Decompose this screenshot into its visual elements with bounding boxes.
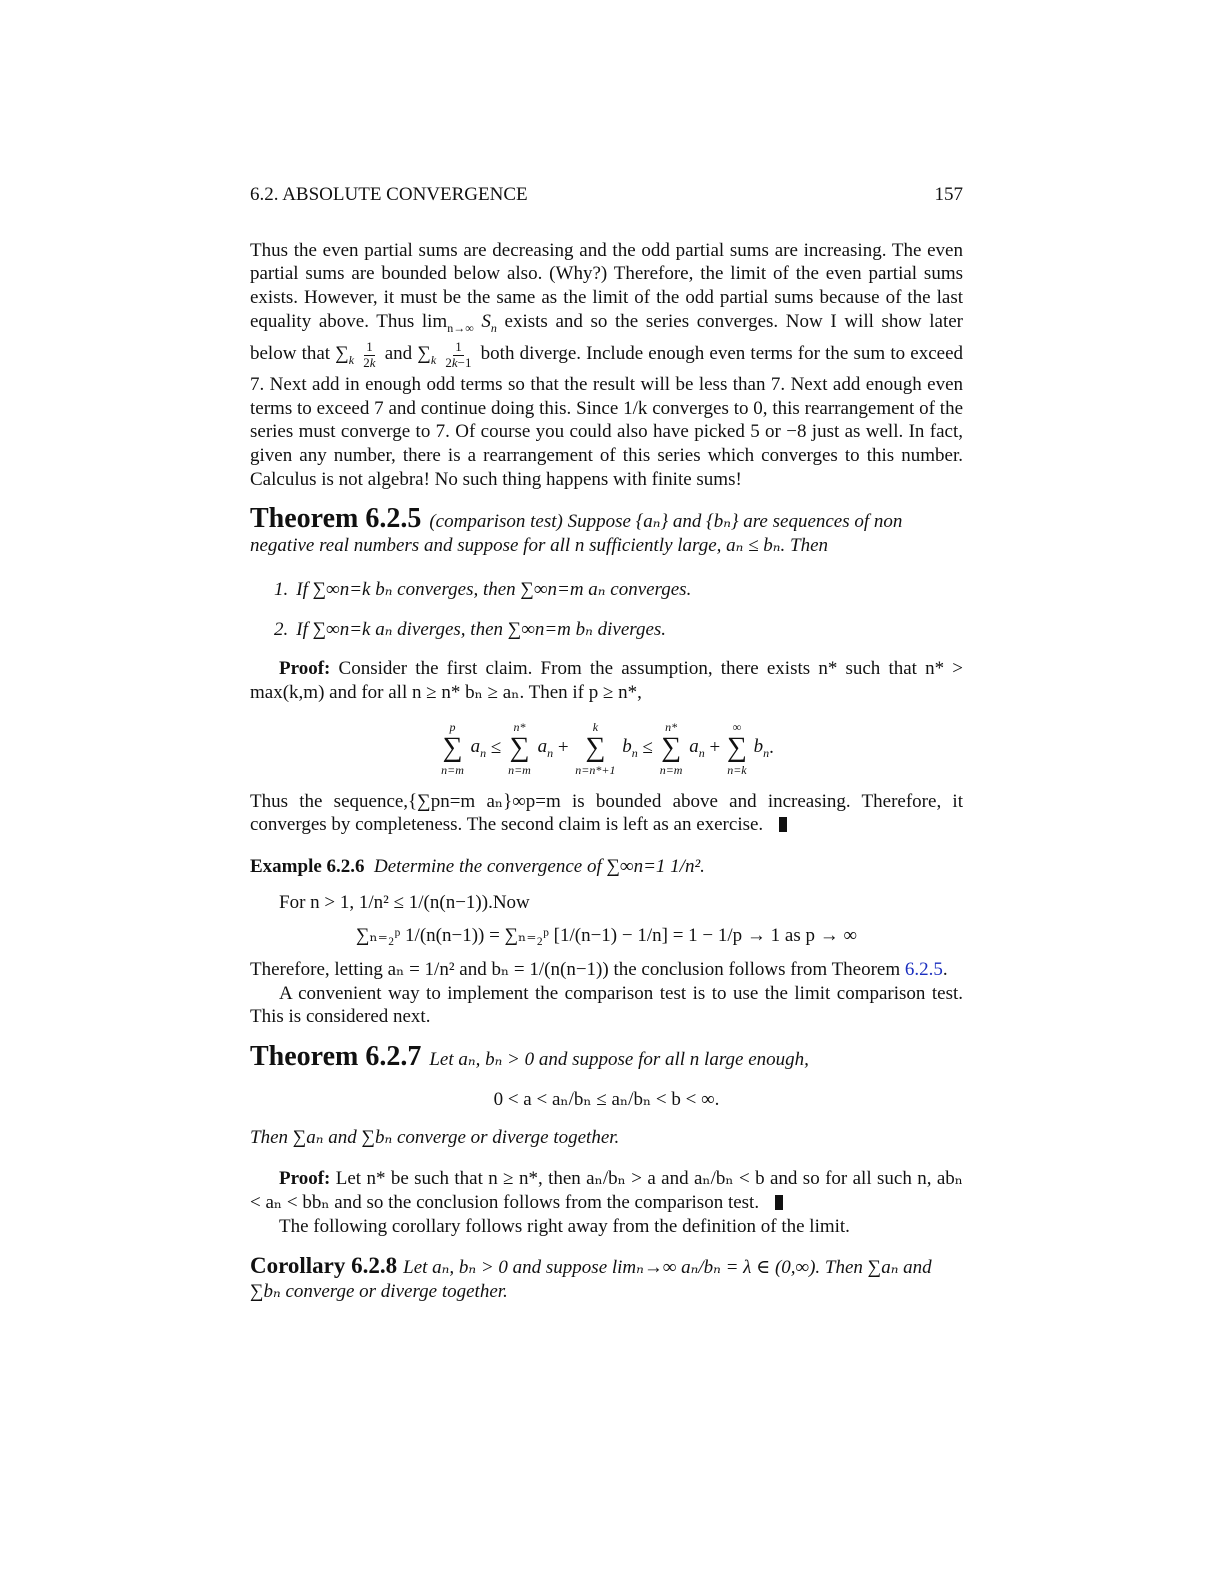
example-line: For n > 1, 1/n² ≤ 1/(n(n−1)).Now [279, 891, 530, 913]
page-number: 157 [934, 184, 963, 205]
corollary-6-2-8 [250, 1254, 963, 1303]
example-conclusion: Therefore, letting aₙ = 1/n² and bₙ = 1/(n(n−1)) the conclusion follows from Theorem 6.2.5. [250, 959, 948, 981]
theorem-conclusion: Then ∑aₙ and ∑bₙ converge or diverge together. [250, 1126, 620, 1148]
corollary-statement: Let aₙ, bₙ > 0 and suppose limₙ→∞ aₙ/bₙ = λ ∈ (0,∞). Then ∑aₙ and ∑bₙ converge or diverge together. [250, 1257, 932, 1303]
theorem-statement: Let aₙ, bₙ > 0 and suppose for all n large enough, [429, 1049, 809, 1071]
theorem-title: Theorem 6.2.5 [250, 503, 422, 535]
example-6-2-6: Example 6.2.6 Determine the convergence of ∑∞n=1 1/n². [250, 855, 705, 877]
corollary-title: Corollary 6.2.8 [250, 1253, 398, 1279]
qed-mark [779, 817, 787, 832]
proof-comparison: Proof: Consider the first claim. From the assumption, there exists n* such that n* > max(k,m) and for all n ≥ n* bₙ ≥ aₙ. Then if p ≥ n*, [250, 658, 964, 703]
theorem-display: 0 < a < aₙ/bₙ ≤ aₙ/bₙ < b < ∞. [493, 1088, 720, 1110]
theorem-claims [274, 578, 963, 641]
transition-paragraph: A convenient way to implement the comparison test is to use the limit comparison test. This is considered next. [250, 982, 963, 1028]
theorem-6-2-7 [250, 1041, 963, 1073]
running-header [250, 183, 963, 207]
section-title: 6.2. ABSOLUTE CONVERGENCE [250, 184, 528, 205]
proof-limit-comparison: Proof: Let n* be such that n ≥ n*, then aₙ/bₙ > a and aₙ/bₙ < b and so for all such n, abₙ < aₙ < bbₙ and so the conclusion follows from the comparison test. [250, 1168, 963, 1213]
example-display: ∑ₙ₌₂ᵖ 1/(n(n−1)) = ∑ₙ₌₂ᵖ [1/(n−1) − 1/n] = 1 − 1/p → 1 as p → ∞ [355, 925, 858, 947]
proof-conclusion: Thus the sequence,{∑pn=m aₙ}∞p=m is bounded above and increasing. Therefore, it converges by completeness. The second claim is left as an exercise. [250, 790, 963, 836]
theorem-link[interactable]: 6.2.5 [904, 959, 943, 981]
claim-2: 2. If ∑∞n=k aₙ diverges, then ∑∞n=m bₙ diverges. [274, 618, 667, 640]
theorem-title: Theorem 6.2.7 [250, 1041, 422, 1073]
corollary-intro: The following corollary follows right away from the definition of the limit. [279, 1215, 850, 1237]
proof-inequality-display: p ∑ n=m $a_n$ ≤ n* ∑ n=m $a_n$ + k ∑ n=n*+1 $b_n$ ≤ n* ∑ n=m $a_n$ + ∞ ∑ n=k $b_n$. [441, 719, 774, 777]
theorem-statement: (comparison test) Suppose {aₙ} and {bₙ} are sequences of non negative real numbers and suppose for all n sufficiently large, aₙ ≤ bₙ. Then [250, 511, 903, 557]
theorem-6-2-5 [250, 503, 963, 557]
claim-1: 1. If ∑∞n=k bₙ converges, then ∑∞n=m aₙ converges. [274, 578, 692, 600]
page-content [250, 183, 963, 1304]
intro-paragraph: Thus the even partial sums are decreasing and the odd partial sums are increasing. The even partial sums are bounded below also. (Why?) Therefore, the limit of the even partial sums exists. However, it must be the same as the limit of the odd partial sums because of the last equality above. Thus $\lim_{n\to\infty} S_n$ exists and so the series converges. Now I will show later below that $\sum_k$ $\frac{1}{2k}$ and $\sum_k$ $\frac{1}{2k-1}$ both diverge. Include enough even terms for the sum to exceed 7. Next add in enough odd terms so that the result will be less than 7. Next add enough even terms to exceed 7 and continue doing this. Since 1/k converges to 0, this rearrangement of the series must converge to 7. Of course you could also have picked 5 or −8 just as well. In fact, given any number, there is a rearrangement of this series which converges to this number. Calculus is not algebra! No such thing happens with finite sums! [250, 239, 964, 490]
qed-mark [775, 1195, 783, 1210]
